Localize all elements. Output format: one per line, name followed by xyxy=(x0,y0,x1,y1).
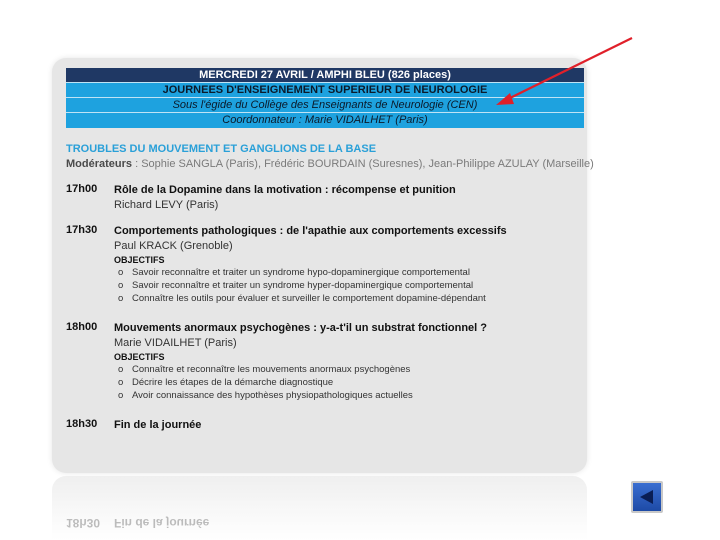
section-title: TROUBLES DU MOUVEMENT ET GANGLIONS DE LA BASE xyxy=(66,143,377,155)
slot-time: 18h00 xyxy=(66,321,98,333)
objective-text: Décrire les étapes de la démarche diagnostique xyxy=(132,377,334,388)
moderators-label: Modérateurs xyxy=(66,158,133,170)
speaker-name: Richard LEVY (Paris) xyxy=(114,199,219,211)
reflected-title: Fin de la journée xyxy=(114,516,210,530)
objective-text: Savoir reconnaître et traiter un syndrome hypo-dopaminergique comportemental xyxy=(132,267,470,278)
objective-text: Savoir reconnaître et traiter un syndrome hyper-dopaminergique comportemental xyxy=(132,280,474,291)
objective-text: Connaître les outils pour évaluer et surveiller le comportement dopamine-dépendant xyxy=(132,293,486,304)
objective-text: Connaître et reconnaître les mouvements anormaux psychogènes xyxy=(132,364,411,375)
arrow-shaft xyxy=(506,38,632,100)
slot-time: 17h00 xyxy=(66,183,98,195)
slot-time: 17h30 xyxy=(66,224,98,236)
talk-title: Fin de la journée xyxy=(114,419,202,431)
bullet-icon: o xyxy=(118,377,124,388)
moderators-names: : Sophie SANGLA (Paris), Frédéric BOURDAIN (Suresnes), Jean-Philippe AZULAY (Marseille) xyxy=(132,158,594,170)
banner-date-venue: MERCREDI 27 AVRIL / AMPHI BLEU (826 places) xyxy=(66,68,584,83)
talk-title: Mouvements anormaux psychogènes : y-a-t'il un substrat fonctionnel ? xyxy=(114,322,488,334)
previous-slide-button[interactable] xyxy=(631,481,663,513)
banner-patronage: Sous l'égide du Collège des Enseignants de Neurologie (CEN) xyxy=(66,98,584,113)
reflected-time: 18h30 xyxy=(66,516,101,530)
banner-coordinator: Coordonnateur : Marie VIDAILHET (Paris) xyxy=(66,113,584,128)
objectives-label: OBJECTIFS xyxy=(114,255,165,265)
speaker-name: Marie VIDAILHET (Paris) xyxy=(114,337,237,349)
bullet-icon: o xyxy=(118,280,124,291)
banner-event-title: JOURNEES D'ENSEIGNEMENT SUPERIEUR DE NEUROLOGIE xyxy=(66,83,584,98)
objective-text: Avoir connaissance des hypothèses physiopathologiques actuelles xyxy=(132,390,413,401)
bullet-icon: o xyxy=(118,267,124,278)
bullet-icon: o xyxy=(118,364,124,375)
previous-slide-icon xyxy=(640,490,653,504)
slot-time: 18h30 xyxy=(66,418,98,430)
speaker-name: Paul KRACK (Grenoble) xyxy=(114,240,233,252)
talk-title: Rôle de la Dopamine dans la motivation : récompense et punition xyxy=(114,184,456,196)
bullet-icon: o xyxy=(118,390,124,401)
bullet-icon: o xyxy=(118,293,124,304)
talk-title: Comportements pathologiques : de l'apathie aux comportements excessifs xyxy=(114,225,507,237)
arrow-head xyxy=(496,93,514,105)
objectives-label: OBJECTIFS xyxy=(114,352,165,362)
